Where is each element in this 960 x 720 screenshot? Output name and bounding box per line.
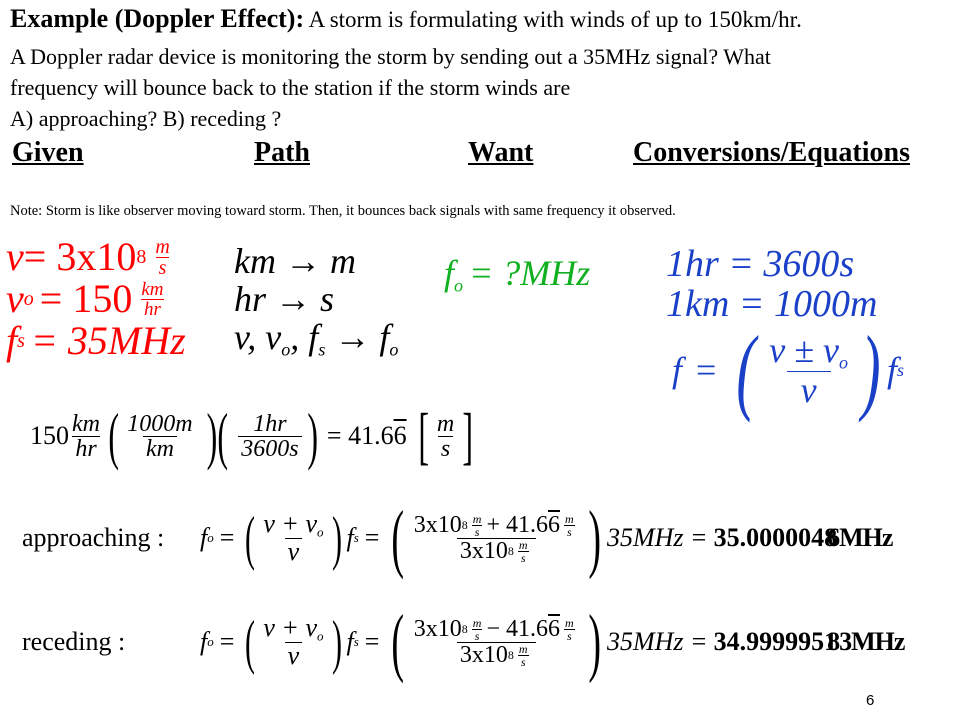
approaching-calc: approaching : f o = ( $\frac{v + v_o}{v}$ ) f s = ( 3x10 8 $\frac{m}{s}$ + 41.6 6 $\frac{m}{s}$ 3x10 8 $\frac{m}{s}$ ) 35MHz = 35.0000048 6MHz [22,496,893,580]
given-fs: f s = 35MHz [6,318,186,363]
approaching-label: approaching : [22,523,165,552]
problem-line-2: A Doppler radar device is monitoring the storm by sending out a 35MHz signal? What [10,44,771,69]
approaching-big-fraction: 3x10 8 $\frac{m}{s}$ + 41.6 6 $\frac{m}{s}$ 3x10 8 $\frac{m}{s}$ [413,511,574,565]
problem-line-1 [10,4,802,34]
conv-hr: 1hr = 3600s [666,243,855,285]
heading-given: Given [12,137,84,168]
path-line-hr: hr → s [234,279,335,319]
conversions-block [666,244,877,324]
problem-title: Example (Doppler Effect): [10,4,305,33]
receding-big-fraction: 3x10 8 $\frac{m}{s}$ − 41.6 6 $\frac{m}{s}$ 3x10 8 $\frac{m}{s}$ [413,615,574,669]
given-vo: v o = 150 $\frac{km}{hr}$ [6,278,186,320]
heading-conversions: Conversions/Equations [633,137,910,168]
receding-answer: 34.9999951 [713,627,838,656]
want-block: $f_o$ = ?MHz [444,253,591,296]
doppler-formula: f = ( $\frac{v \pm v_o}{v}$ ) f s [672,316,905,423]
heading-path: Path [254,137,310,168]
given-v: v = 3x10 8 $\frac{m}{s}$ [6,236,186,278]
receding-label: receding : [22,627,126,656]
problem-line-3: frequency will bounce back to the station if the storm winds are [10,75,571,100]
problem-line-4: A) approaching? B) receding ? [10,106,282,131]
page-number: 6 [866,692,875,709]
heading-want: Want [468,137,534,168]
note-text: Note: Storm is like observer moving toward storm. Then, it bounces back signals with same frequency it observed. [10,203,676,219]
given-block [6,236,186,362]
approaching-answer: 35.0000048 [713,523,838,552]
conv-km: 1km = 1000m [666,283,878,325]
doppler-fraction: $\frac{v \pm v_o}{v}$ [769,329,849,411]
receding-calc: receding : f o = ( $\frac{v + v_o}{v}$ ) f s = ( 3x10 8 $\frac{m}{s}$ − 41.6 6 $\frac{m}{s}$ 3x10 8 $\frac{m}{s}$ ) 35MHz = 34.9999951 83MHz [22,600,905,684]
problem-title-rest: A storm is formulating with winds of up to 150km/hr. [304,7,802,32]
given-vo-unit: $\frac{km}{hr}$ [141,278,164,320]
path-line-vars: v, $v_o$, $f_s \to f_o$ [234,317,399,360]
path-block [234,242,398,368]
given-v-unit: $\frac{m}{s}$ [155,235,170,279]
unit-conversion-calc: 150 $\frac{km}{hr}$ ( $\frac{1000m}{km}$ )( $\frac{1hr}{3600s}$ ) = 41.6 6 [ $\frac{m}{s}$ ] [30,400,474,471]
path-line-km: km → m [234,241,356,281]
